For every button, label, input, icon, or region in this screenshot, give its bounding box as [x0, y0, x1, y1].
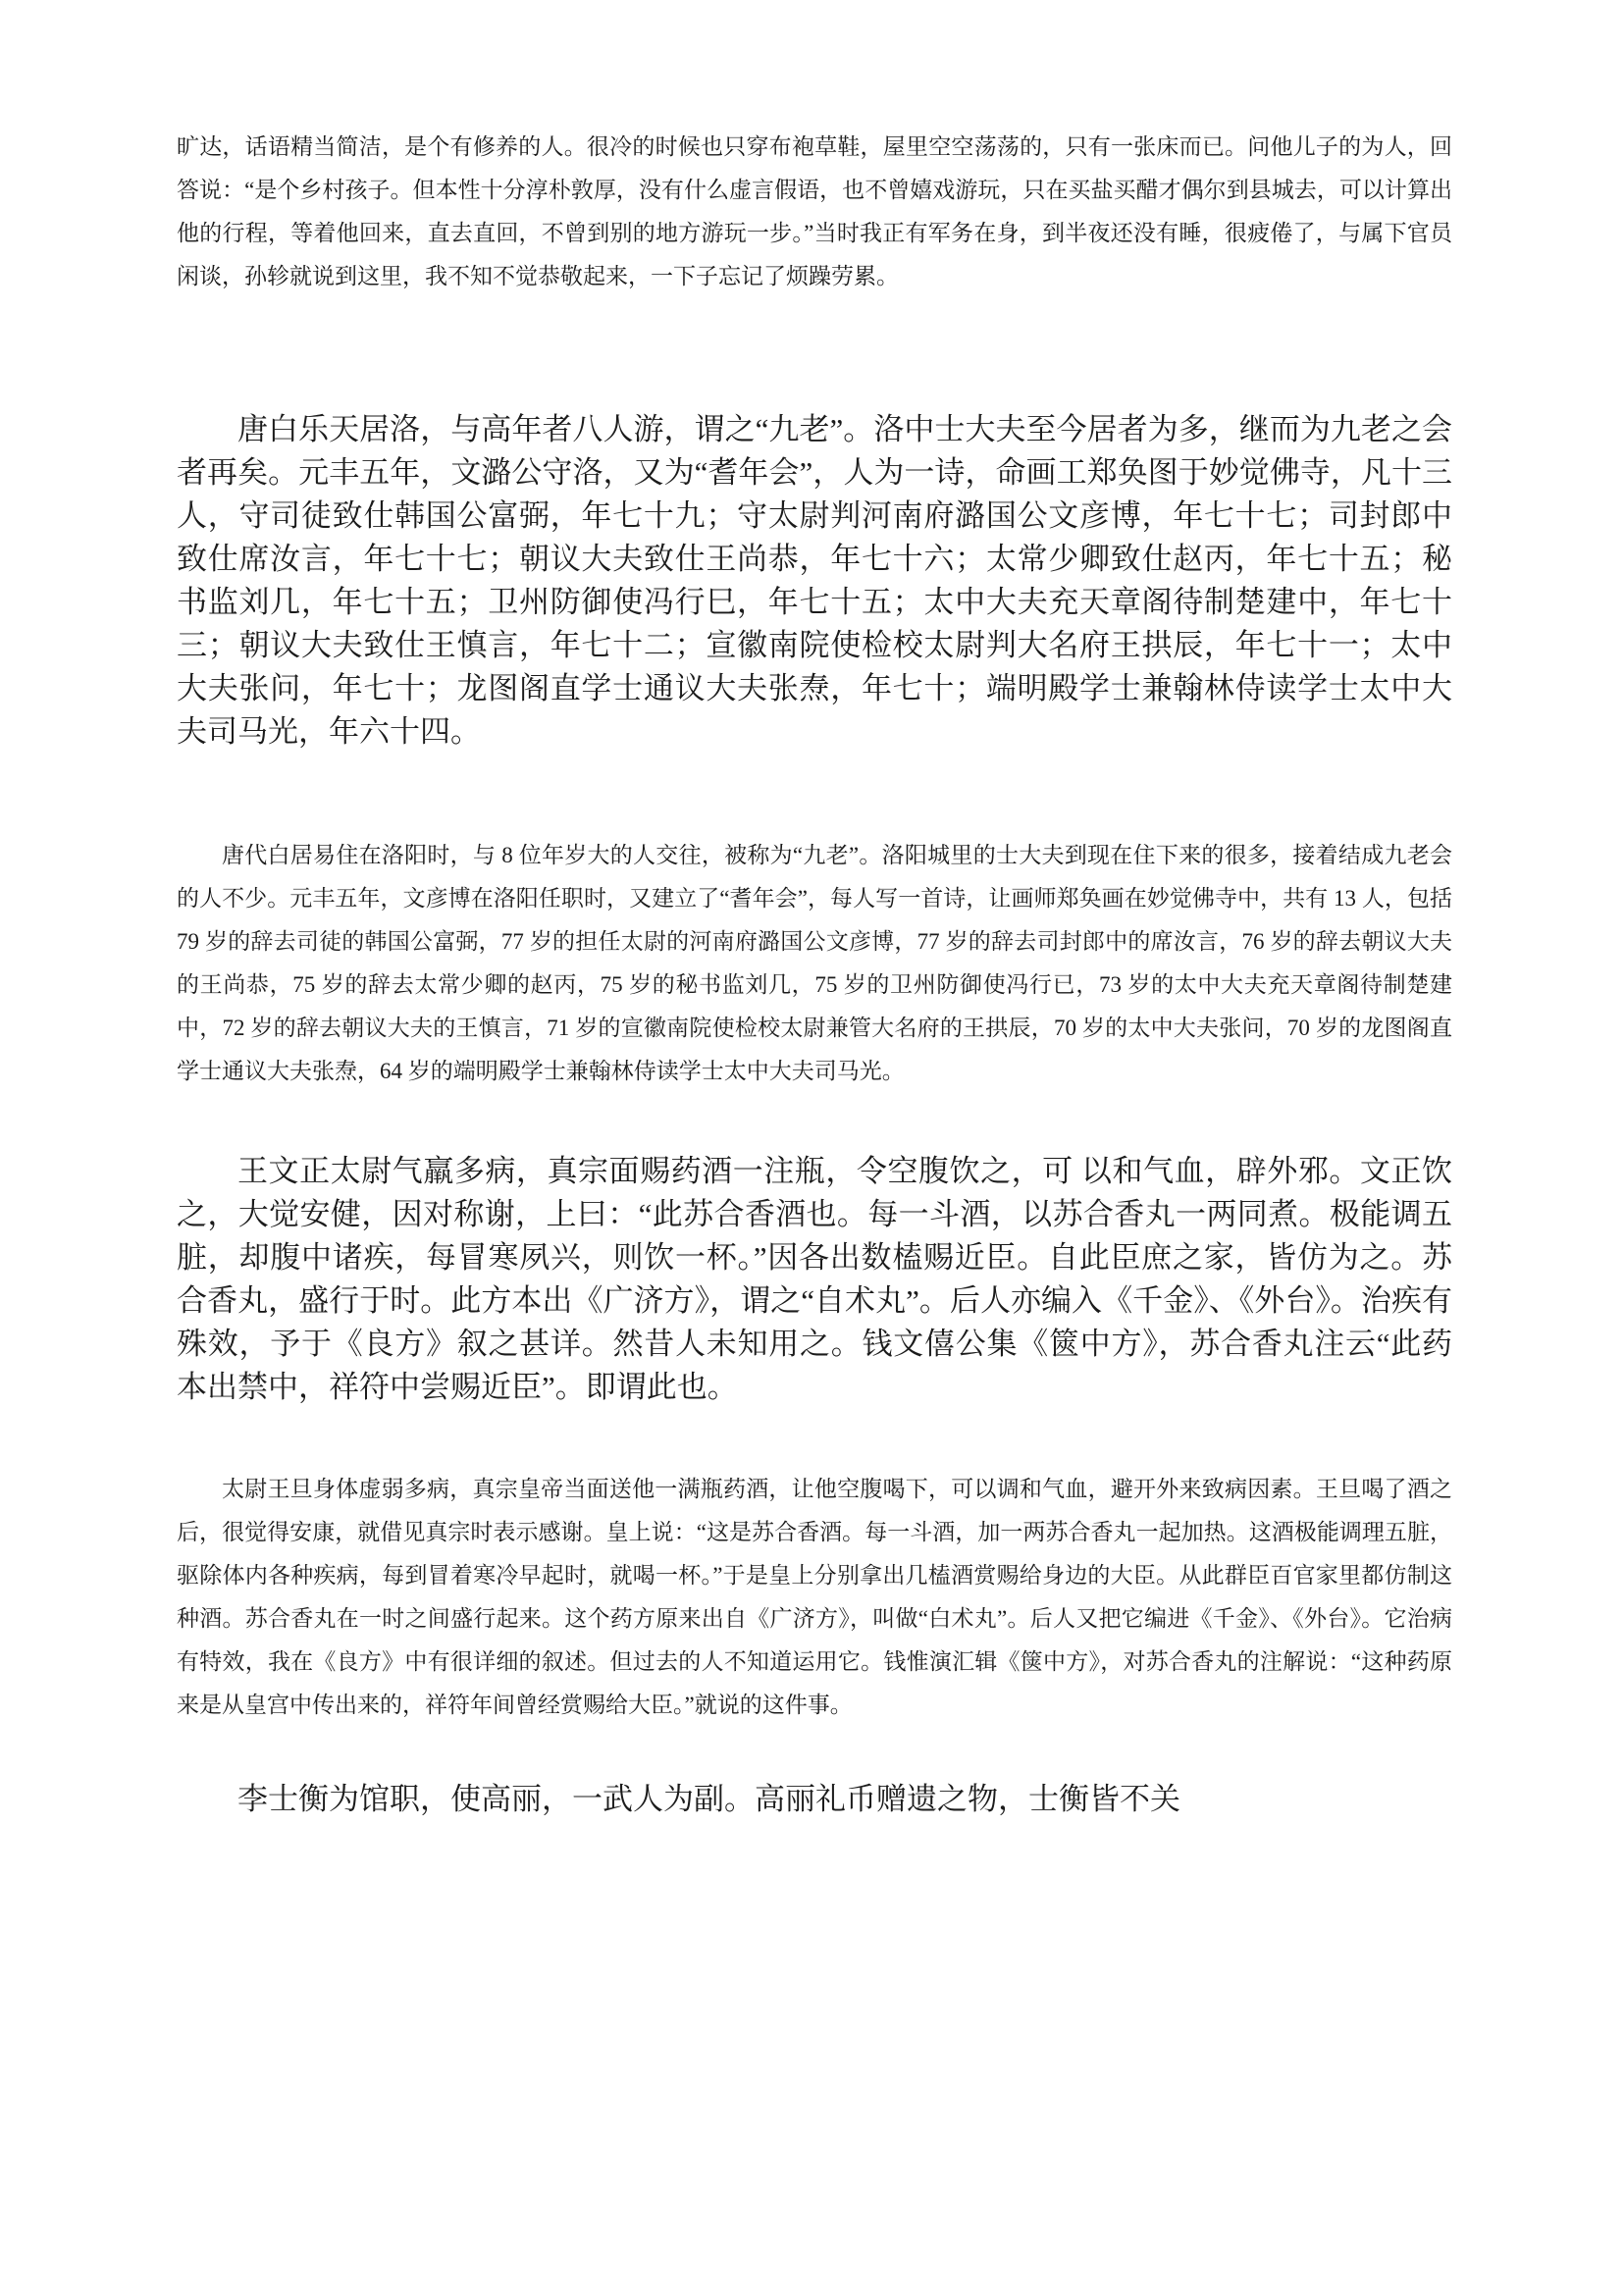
- paragraph-classical-suhexiang-wine: 王文正太尉气羸多病，真宗面赐药酒一注瓶，令空腹饮之，可 以和气血，辟外邪。文正饮之，大觉安健，因对称谢，上曰：“此苏合香酒也。每一斗酒，以苏合香丸一两同煮。极能调五脏，却腹中诸疾，每冒寒夙兴，则饮一杯。”因各出数榼赐近臣。自此臣庶之家，皆仿为之。苏合香丸，盛行于时。此方本出《广济方》，谓之“自术丸”。后人亦编入《千金》、《外台》。治疾有殊效，予于《良方》叙之甚详。然昔人未知用之。钱文僖公集《篋中方》，苏合香丸注云“此药本出禁中，祥符中尝赐近臣”。即谓此也。: [177, 1154, 1452, 1404]
- paragraph-translation-suhexiang-wine: 太尉王旦身体虚弱多病，真宗皇帝当面送他一满瓶药酒，让他空腹喝下，可以调和气血，避开外来致病因素。王旦喝了酒之后，很觉得安康，就借见真宗时表示感谢。皇上说：“这是苏合香酒。每一斗酒，加一两苏合香丸一起加热。这酒极能调理五脏，驱除体内各种疾病，每到冒着寒冷早起时，就喝一杯。”于是皇上分别拿出几榼酒赏赐给身边的大臣。从此群臣百官家里都仿制这种酒。苏合香丸在一时之间盛行起来。这个药方原来出自《广济方》，叫做“白术丸”。后人又把它编进《千金》、《外台》。它治病有特效，我在《良方》中有很详细的叙述。但过去的人不知道运用它。钱惟演汇辑《箧中方》，对苏合香丸的注解说：“这种药原来是从皇宫中传出来的，祥符年间曾经赏赐给大臣。”就说的这件事。: [177, 1477, 1452, 1717]
- paragraph-classical-lishiheng: 李士衡为馆职，使高丽，一武人为副。高丽礼币赠遗之物，士衡皆不关: [237, 1782, 1180, 1816]
- paragraph-translation-nine-elders: 唐代白居易住在洛阳时，与 8 位年岁大的人交往，被称为“九老”。洛阳城里的士大夫到现在住下来的很多，接着结成九老会的人不少。元丰五年，文彦博在洛阳任职时，又建立了“耆年会”，每人写一首诗，让画师郑奂画在妙觉佛寺中，共有 13 人，包括 79 岁的辞去司徒的韩国公富弼，77 岁的担任太尉的河南府潞国公文彦博，77 岁的辞去司封郎中的席汝言，76 岁的辞去朝议大夫的王尚恭，75 岁的辞去太常少卿的赵丙，75 岁的秘书监刘几，75 岁的卫州防御使冯行已，73 岁的太中大夫充天章阁待制楚建中，72 岁的辞去朝议大夫的王慎言，71 岁的宣徽南院使检校太尉兼管大名府的王拱辰，70 岁的太中大夫张问，70 岁的龙图阁直学士通议大夫张焘，64 岁的端明殿学士兼翰林侍读学士太中大夫司马光。: [177, 843, 1452, 1083]
- paragraph-translation-sunzhen: 旷达，话语精当简洁，是个有修养的人。很冷的时候也只穿布袍草鞋，屋里空空荡荡的，只有一张床而已。问他儿子的为人，回答说：“是个乡村孩子。但本性十分淳朴敦厚，没有什么虚言假语，也不曾嬉戏游玩，只在买盐买醋才偶尔到县城去，可以计算出他的行程，等着他回来，直去直回，不曾到别的地方游玩一步。”当时我正有军务在身，到半夜还没有睡，很疲倦了，与属下官员闲谈，孙轸就说到这里，我不知不觉恭敬起来，一下子忘记了烦躁劳累。: [177, 134, 1452, 288]
- paragraph-classical-nine-elders: 唐白乐天居洛，与高年者八人游，谓之“九老”。洛中士大夫至今居者为多，继而为九老之会者再矣。元丰五年，文潞公守洛，又为“耆年会”，人为一诗，命画工郑奂图于妙觉佛寺，凡十三人，守司徒致仕韩国公富弼，年七十九；守太尉判河南府潞国公文彦博，年七十七；司封郎中致仕席汝言，年七十七；朝议大夫致仕王尚恭，年七十六；太常少卿致仕赵丙，年七十五；秘书监刘几，年七十五；卫州防御使冯行巳，年七十五；太中大夫充天章阁待制楚建中，年七十三；朝议大夫致仕王慎言，年七十二；宣徽南院使检校太尉判大名府王拱辰，年七十一；太中大夫张问，年七十；龙图阁直学士通议大夫张焘，年七十；端明殿学士兼翰林侍读学士太中大夫司马光，年六十四。: [177, 412, 1452, 749]
